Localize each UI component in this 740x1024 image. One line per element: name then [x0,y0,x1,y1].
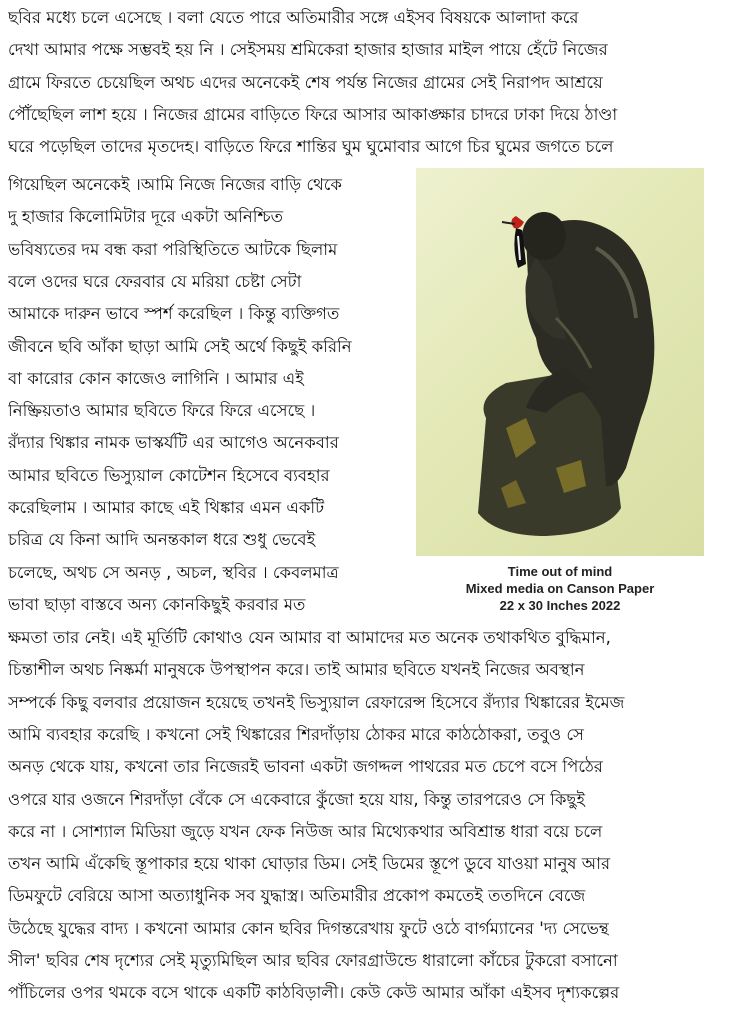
text-line: ক্ষমতা তার নেই। এই মূর্তিটি কোথাও যেন আমার বা আমাদের মত অনেক তথাকথিত বুদ্ধিমান, [8,628,611,647]
text-line: আমার ছবিতে ভিস্যুয়াল কোটেশন হিসেবে ব্যবহার [8,465,330,485]
text-line: গ্রামে ফিরতে চেয়েছিল অথচ এদের অনেকেই শেষ পর্যন্ত নিজের গ্রামের সেই নিরাপদ আশ্রয়ে [8,72,603,92]
caption-title: Time out of mind [507,564,613,579]
text-line: গিয়েছিল অনেকেই ।আমি নিজে নিজের বাড়ি থেকে [8,175,342,194]
text-line: বলে ওদের ঘরে ফেরবার যে মরিয়া চেষ্টা সেটা [8,271,302,291]
text-line: চলেছে, অথচ সে অনড় , অচল, স্থবির । কেবলমাত্র [8,562,339,582]
text-line: সম্পর্কে কিছু বলবার প্রয়োজন হয়েছে তখনই ভিস্যুয়াল রেফারেন্স হিসেবে রঁদ্যার থিঙ্কারের ইমেজ [8,692,625,712]
text-line: দু হাজার কিলোমিটার দূরে একটা অনিশ্চিত [8,207,283,227]
text-line: আমি ব্যবহার করেছি । কখনো সেই থিঙ্কারের শিরদাঁড়ায় ঠোকর মারে কাঠঠোকরা, তবুও সে [8,724,584,744]
caption-size-year: 22 x 30 Inches 2022 [499,598,621,613]
text-line: তখন আমি এঁকেছি স্তূপাকার হয়ে থাকা ঘোড়ার ডিম। সেই ডিমের স্তূপে ডুবে যাওয়া মানুষ আর [8,854,611,874]
text-line: করে না । সোশ্যাল মিডিয়া জুড়ে যখন ফেক নিউজ আর মিথ্যেকথার অবিশ্রান্ত ধারা বয়ে চলে [8,821,603,841]
text-line: উঠেছে যুদ্ধের বাদ্য । কখনো আমার কোন ছবির দিগন্তরেখায় ফুটে ওঠে বার্গম্যানের 'দ্য সেভেন্থ [8,918,609,938]
text-line: চিন্তাশীল অথচ নিষ্কর্মা মানুষকে উপস্থাপন করে। তাই আমার ছবিতে যখনই নিজের অবস্থান [8,660,585,680]
text-line: ডিমফুটে বেরিয়ে আসা অত্যাধুনিক সব যুদ্ধাস্ত্র। অতিমারীর প্রকোপ কমতেই ততদিনে বেজে [8,886,586,906]
text-line: পৌঁছেছিল লাশ হয়ে । নিজের গ্রামের বাড়িতে ফিরে আসার আকাঙ্ক্ষার চাদরে ঢাকা দিয়ে ঠাণ্ডা [8,104,618,124]
artwork-image [416,168,704,556]
text-line: আমাকে দারুন ভাবে স্পর্শ করেছিল । কিন্তু ব্যক্তিগত [8,304,340,324]
text-line: জীবনে ছবি আঁকা ছাড়া আমি সেই অর্থে কিছুই করিনি [8,336,352,356]
text-line: ভাবা ছাড়া বাস্তবে অন্য কোনকিছুই করবার মত [8,594,306,614]
text-line: ওপরে যার ওজনে শিরদাঁড়া বেঁকে সে একেবারে কুঁজো হয়ে যায়, কিন্তু তারপরেও সে কিছুই [8,789,585,809]
text-line: রঁদ্যার থিঙ্কার নামক ভাস্কর্যটি এর আগেও অনেকবার [8,433,339,453]
text-line: ছবির মধ্যে চলে এসেছে । বলা যেতে পারে অতিমারীর সঙ্গে এইসব বিষয়কে আলাদা করে [8,8,579,27]
thinker-sculpture-illustration [416,168,704,556]
text-line: অনড় থেকে যায়, কখনো তার নিজেরই ভাবনা একটা জগদ্দল পাথরের মত চেপে বসে পিঠের [8,757,603,777]
caption-medium: Mixed media on Canson Paper [465,581,655,596]
text-line: দেখা আমার পক্ষে সম্ভবই হয় নি । সেইসময় শ্রমিকেরা হাজার হাজার মাইল পায়ে হেঁটে নিজের [8,40,608,60]
text-line: সীল' ছবির শেষ দৃশ্যের সেই মৃত্যুমিছিল আর ছবির ফোরগ্রাউন্ডে ধারালো কাঁচের টুকরো বসানো [8,951,618,970]
text-line: বা কারোর কোন কাজেও লাগিনি । আমার এই [8,368,304,388]
text-line: চরিত্র যে কিনা আদি অনন্তকাল ধরে শুধু ভেবেই [8,530,316,550]
text-line: নিষ্ক্রিয়তাও আমার ছবিতে ফিরে ফিরে এসেছে । [8,401,316,421]
text-line: পাঁচিলের ওপর থমকে বসে থাকে একটি কাঠবিড়ালী। কেউ কেউ আমার আঁকা এইসব দৃশ্যকল্পের [8,983,620,1003]
text-line: ভবিষ্যতের দম বন্ধ করা পরিস্থিতিতে আটকে ছিলাম [8,239,338,259]
text-line: ঘরে পড়েছিল তাদের মৃতদেহ। বাড়িতে ফিরে শান্তির ঘুম ঘুমোবার আগে চির ঘুমের জগতে চলে [8,137,614,157]
text-line: করেছিলাম । আমার কাছে এই থিঙ্কার এমন একটি [8,498,325,517]
